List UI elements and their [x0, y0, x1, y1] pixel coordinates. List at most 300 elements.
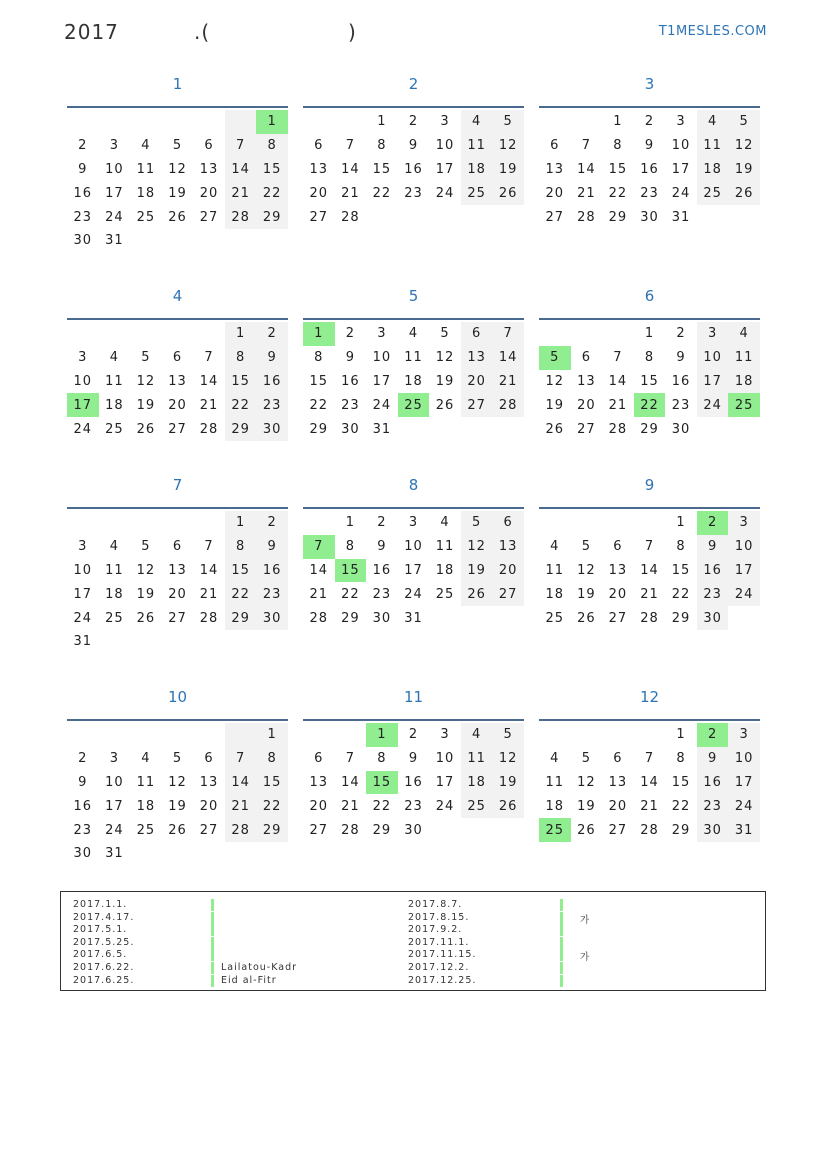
month-block	[303, 685, 524, 842]
weekend-day-cell: 17	[697, 370, 729, 394]
weekend-day-cell: 27	[492, 582, 524, 606]
day-cell: 27	[199, 822, 219, 838]
day-cell: 31	[105, 233, 124, 249]
empty-day-cell	[193, 110, 225, 134]
day-cell: 28	[640, 610, 659, 626]
month-name: 10	[167, 688, 188, 706]
weekend-day-cell: 28	[492, 393, 524, 417]
day-cell: 25	[105, 610, 124, 626]
weekend-day-cell: 5	[492, 110, 524, 134]
weekend-day-cell: 18	[728, 370, 760, 394]
day-cell: 13	[309, 774, 329, 790]
month-day-grid	[539, 110, 760, 229]
month-divider	[303, 507, 524, 509]
day-cell: 8	[613, 138, 623, 154]
weekend-day-cell: 2	[256, 322, 288, 346]
month-day-grid	[303, 110, 524, 229]
month-divider	[67, 719, 288, 721]
day-cell: 29	[309, 421, 329, 437]
empty-day-cell	[634, 723, 666, 747]
empty-day-cell	[303, 723, 335, 747]
day-cell: 17	[435, 161, 455, 177]
weekend-day-cell: 25	[461, 794, 493, 818]
day-cell: 20	[608, 586, 628, 602]
weekend-day-cell: 5	[492, 723, 524, 747]
empty-day-cell	[571, 511, 603, 535]
weekend-day-cell: 16	[697, 771, 729, 795]
weekend-day-cell: 23	[697, 794, 729, 818]
day-cell: 2	[345, 326, 355, 342]
day-cell: 29	[341, 610, 360, 626]
day-cell: 6	[613, 751, 623, 767]
weekend-day-cell: 14	[225, 158, 257, 182]
holiday-marker	[211, 912, 214, 924]
weekend-day-cell: 8	[225, 346, 257, 370]
weekend-day-cell: 10	[728, 747, 760, 771]
day-cell: 21	[199, 397, 219, 413]
day-cell: 3	[408, 515, 419, 531]
day-cell: 25	[136, 822, 156, 838]
day-cell: 14	[577, 161, 596, 177]
weekend-day-cell: 11	[728, 346, 760, 370]
day-cell: 15	[671, 562, 691, 578]
empty-day-cell	[335, 723, 367, 747]
day-cell: 22	[608, 185, 628, 201]
day-cell: 11	[545, 774, 565, 790]
day-cell: 8	[377, 751, 387, 767]
day-cell: 29	[608, 209, 628, 225]
day-cell: 18	[435, 562, 455, 578]
day-cell: 9	[644, 138, 655, 154]
day-cell: 21	[199, 586, 219, 602]
day-cell: 14	[199, 373, 219, 389]
day-cell: 28	[577, 209, 596, 225]
weekend-day-cell: 18	[461, 771, 493, 795]
empty-day-cell	[99, 110, 131, 134]
empty-day-cell	[539, 723, 571, 747]
legend-date: 2017.8.15.	[408, 911, 470, 923]
month-name: 7	[172, 476, 183, 494]
weekend-day-cell: 13	[492, 535, 524, 559]
weekend-day-cell: 15	[256, 771, 288, 795]
day-cell: 6	[204, 138, 214, 154]
day-cell: 22	[671, 798, 691, 814]
empty-day-cell	[67, 322, 99, 346]
day-cell: 4	[109, 350, 119, 366]
day-cell: 26	[435, 397, 455, 413]
weekend-day-cell: 6	[461, 322, 493, 346]
weekend-day-cell: 16	[256, 559, 288, 583]
weekend-day-cell: 24	[697, 393, 729, 417]
weekend-day-cell: 5	[461, 511, 493, 535]
weekend-day-cell: 26	[492, 794, 524, 818]
day-cell: 9	[345, 350, 355, 366]
empty-day-cell	[571, 322, 603, 346]
month-name: 1	[172, 75, 183, 93]
day-cell: 27	[199, 209, 219, 225]
month-day-grid	[67, 511, 288, 654]
day-cell: 5	[172, 751, 183, 767]
day-cell: 18	[136, 798, 156, 814]
day-cell: 25	[105, 421, 124, 437]
day-cell: 12	[136, 562, 156, 578]
day-cell: 17	[372, 373, 392, 389]
day-cell: 27	[608, 610, 628, 626]
weekend-day-cell: 22	[256, 181, 288, 205]
day-cell: 4	[550, 539, 560, 555]
weekend-day-cell: 29	[256, 818, 288, 842]
weekend-day-cell: 4	[461, 723, 493, 747]
day-cell: 6	[204, 751, 214, 767]
day-cell: 27	[545, 209, 565, 225]
day-cell: 19	[577, 586, 596, 602]
holiday-marker	[211, 937, 214, 949]
day-cell: 15	[309, 373, 329, 389]
day-cell: 16	[341, 373, 360, 389]
day-cell: 8	[676, 751, 686, 767]
day-cell: 12	[577, 562, 596, 578]
weekend-day-cell: 17	[728, 771, 760, 795]
day-cell: 14	[341, 161, 360, 177]
legend-holiday-name: Eid al-Fitr	[221, 974, 277, 986]
day-cell: 20	[168, 586, 187, 602]
day-cell: 13	[577, 373, 596, 389]
day-cell: 6	[613, 539, 623, 555]
day-cell: 23	[73, 209, 93, 225]
day-cell: 5	[440, 326, 450, 342]
weekend-day-cell: 22	[225, 582, 257, 606]
day-cell: 7	[581, 138, 591, 154]
holiday-marker	[211, 962, 214, 974]
weekend-day-cell: 8	[256, 134, 288, 158]
legend-date: 2017.9.2.	[408, 924, 463, 936]
day-cell: 15	[671, 774, 691, 790]
empty-day-cell	[571, 723, 603, 747]
weekend-day-cell: 9	[256, 535, 288, 559]
empty-day-cell	[99, 723, 131, 747]
month-day-grid	[539, 322, 760, 441]
month-block	[539, 473, 760, 630]
month-block	[539, 72, 760, 229]
day-cell: 10	[73, 562, 93, 578]
day-cell: 13	[608, 562, 628, 578]
day-cell: 28	[341, 209, 360, 225]
weekend-day-cell: 9	[697, 747, 729, 771]
day-cell: 30	[671, 421, 691, 437]
legend-date: 2017.1.1.	[73, 899, 128, 910]
month-name: 5	[408, 287, 419, 305]
weekend-day-cell: 6	[492, 511, 524, 535]
weekend-day-cell: 7	[225, 134, 257, 158]
month-divider	[303, 318, 524, 320]
weekend-day-cell: 29	[225, 417, 257, 441]
weekend-day-cell: 13	[461, 346, 493, 370]
holiday-marker	[560, 899, 563, 911]
holiday-day-cell: 15	[366, 771, 398, 795]
month-block	[303, 72, 524, 229]
day-cell: 7	[204, 539, 214, 555]
empty-day-cell	[130, 110, 162, 134]
day-cell: 31	[105, 846, 124, 862]
day-cell: 5	[581, 539, 591, 555]
day-cell: 8	[644, 350, 655, 366]
holiday-marker	[211, 949, 214, 961]
day-cell: 13	[309, 161, 329, 177]
day-cell: 27	[608, 822, 628, 838]
day-cell: 11	[136, 161, 156, 177]
month-name: 8	[408, 476, 419, 494]
empty-day-cell	[99, 322, 131, 346]
day-cell: 3	[109, 138, 119, 154]
day-cell: 28	[309, 610, 329, 626]
day-cell: 21	[309, 586, 329, 602]
holiday-marker	[560, 912, 563, 924]
weekend-day-cell: 18	[697, 158, 729, 182]
day-cell: 30	[372, 610, 392, 626]
day-cell: 16	[73, 798, 93, 814]
day-cell: 18	[545, 798, 565, 814]
empty-day-cell	[130, 723, 162, 747]
day-cell: 2	[78, 138, 88, 154]
holiday-day-cell: 25	[539, 818, 571, 842]
year-label: 2017	[64, 20, 119, 44]
empty-day-cell	[602, 723, 634, 747]
day-cell: 13	[199, 161, 219, 177]
brand-link[interactable]: T1MESLES.COM	[658, 24, 767, 39]
day-cell: 21	[640, 798, 659, 814]
empty-day-cell	[99, 511, 131, 535]
day-cell: 1	[644, 326, 655, 342]
day-cell: 30	[404, 822, 423, 838]
weekend-day-cell: 24	[728, 582, 760, 606]
holiday-day-cell: 7	[303, 535, 335, 559]
day-cell: 4	[141, 138, 151, 154]
day-cell: 20	[199, 185, 219, 201]
day-cell: 21	[341, 798, 360, 814]
weekend-day-cell: 15	[256, 158, 288, 182]
weekend-day-cell: 28	[225, 205, 257, 229]
day-cell: 5	[141, 350, 151, 366]
day-cell: 1	[676, 727, 686, 743]
day-cell: 9	[377, 539, 387, 555]
empty-day-cell	[162, 110, 194, 134]
weekend-day-cell: 10	[697, 346, 729, 370]
weekend-day-cell: 23	[256, 582, 288, 606]
day-cell: 7	[345, 751, 355, 767]
day-cell: 12	[577, 774, 596, 790]
day-cell: 6	[581, 350, 591, 366]
legend-date: 2017.12.2.	[408, 961, 470, 973]
day-cell: 27	[577, 421, 596, 437]
day-cell: 26	[168, 822, 187, 838]
day-cell: 26	[136, 421, 156, 437]
day-cell: 8	[377, 138, 387, 154]
holiday-day-cell: 25	[398, 393, 430, 417]
day-cell: 16	[404, 161, 423, 177]
day-cell: 16	[372, 562, 392, 578]
day-cell: 5	[141, 539, 151, 555]
weekend-day-cell: 30	[256, 606, 288, 630]
day-cell: 16	[73, 185, 93, 201]
weekend-day-cell: 28	[225, 818, 257, 842]
month-name: 9	[644, 476, 655, 494]
holiday-legend	[60, 891, 766, 991]
day-cell: 2	[408, 114, 419, 130]
weekend-day-cell: 21	[492, 370, 524, 394]
day-cell: 6	[172, 539, 183, 555]
day-cell: 1	[613, 114, 623, 130]
empty-day-cell	[162, 723, 194, 747]
day-cell: 14	[608, 373, 628, 389]
weekend-day-cell: 26	[492, 181, 524, 205]
weekend-day-cell: 24	[728, 794, 760, 818]
weekend-day-cell: 21	[225, 181, 257, 205]
month-divider	[303, 106, 524, 108]
weekend-day-cell: 15	[225, 370, 257, 394]
weekend-day-cell: 1	[225, 322, 257, 346]
empty-day-cell	[602, 322, 634, 346]
empty-day-cell	[162, 511, 194, 535]
month-divider	[539, 106, 760, 108]
day-cell: 9	[78, 161, 88, 177]
legend-holiday-name: 가	[580, 952, 591, 964]
month-divider	[303, 719, 524, 721]
weekend-day-cell: 16	[256, 370, 288, 394]
day-cell: 23	[640, 185, 659, 201]
weekend-day-cell: 30	[697, 818, 729, 842]
weekend-day-cell: 9	[256, 346, 288, 370]
legend-date: 2017.6.25.	[73, 974, 135, 986]
day-cell: 6	[314, 751, 324, 767]
day-cell: 15	[608, 161, 628, 177]
day-cell: 12	[435, 350, 455, 366]
day-cell: 1	[377, 114, 387, 130]
weekend-day-cell: 30	[256, 417, 288, 441]
empty-day-cell	[303, 110, 335, 134]
day-cell: 9	[408, 138, 419, 154]
weekend-day-cell: 22	[256, 794, 288, 818]
day-cell: 4	[550, 751, 560, 767]
legend-holiday-name: Lailatou-Kadr	[221, 961, 298, 973]
day-cell: 18	[404, 373, 423, 389]
day-cell: 20	[577, 397, 596, 413]
day-cell: 24	[404, 586, 423, 602]
weekend-day-cell: 20	[461, 370, 493, 394]
day-cell: 15	[640, 373, 659, 389]
day-cell: 10	[435, 138, 455, 154]
day-cell: 20	[309, 185, 329, 201]
weekend-day-cell: 11	[461, 134, 493, 158]
day-cell: 24	[435, 798, 455, 814]
day-cell: 23	[671, 397, 691, 413]
day-cell: 24	[671, 185, 691, 201]
day-cell: 28	[199, 421, 219, 437]
day-cell: 2	[644, 114, 655, 130]
weekend-day-cell: 12	[728, 134, 760, 158]
day-cell: 7	[644, 751, 655, 767]
weekend-day-cell: 2	[256, 511, 288, 535]
day-cell: 31	[404, 610, 423, 626]
day-cell: 9	[408, 751, 419, 767]
day-cell: 15	[372, 161, 392, 177]
month-divider	[67, 106, 288, 108]
day-cell: 28	[341, 822, 360, 838]
day-cell: 31	[73, 634, 93, 650]
weekend-day-cell: 30	[697, 606, 729, 630]
day-cell: 21	[640, 586, 659, 602]
title-open-paren: .(	[194, 20, 211, 44]
day-cell: 22	[671, 586, 691, 602]
day-cell: 13	[168, 373, 187, 389]
day-cell: 23	[404, 185, 423, 201]
holiday-day-cell: 15	[335, 559, 367, 583]
legend-holiday-name: 가	[580, 914, 591, 926]
day-cell: 16	[671, 373, 691, 389]
month-divider	[67, 318, 288, 320]
holiday-day-cell: 1	[366, 723, 398, 747]
day-cell: 1	[345, 515, 355, 531]
empty-day-cell	[193, 723, 225, 747]
month-block	[67, 284, 288, 441]
holiday-marker	[560, 962, 563, 974]
day-cell: 26	[577, 822, 596, 838]
day-cell: 23	[404, 798, 423, 814]
day-cell: 3	[377, 326, 387, 342]
weekend-day-cell: 23	[697, 582, 729, 606]
weekend-day-cell: 4	[461, 110, 493, 134]
empty-day-cell	[539, 110, 571, 134]
day-cell: 31	[671, 209, 691, 225]
day-cell: 21	[608, 397, 628, 413]
weekend-day-cell: 25	[697, 181, 729, 205]
month-name: 11	[403, 688, 424, 706]
day-cell: 13	[608, 774, 628, 790]
legend-date: 2017.11.15.	[408, 949, 477, 961]
day-cell: 31	[372, 421, 392, 437]
holiday-day-cell: 2	[697, 511, 729, 535]
weekend-day-cell: 27	[461, 393, 493, 417]
day-cell: 3	[676, 114, 686, 130]
day-cell: 10	[105, 161, 124, 177]
day-cell: 28	[608, 421, 628, 437]
day-cell: 3	[440, 114, 450, 130]
day-cell: 19	[136, 397, 156, 413]
weekend-day-cell: 5	[728, 110, 760, 134]
day-cell: 24	[435, 185, 455, 201]
weekend-day-cell: 11	[697, 134, 729, 158]
day-cell: 19	[136, 586, 156, 602]
month-block	[303, 473, 524, 630]
month-day-grid	[539, 511, 760, 630]
month-block	[67, 72, 288, 253]
day-cell: 30	[640, 209, 659, 225]
day-cell: 26	[577, 610, 596, 626]
weekend-day-cell: 17	[728, 559, 760, 583]
weekend-day-cell: 8	[256, 747, 288, 771]
weekend-day-cell: 10	[728, 535, 760, 559]
day-cell: 18	[136, 185, 156, 201]
holiday-marker	[560, 924, 563, 936]
day-cell: 30	[341, 421, 360, 437]
month-divider	[539, 318, 760, 320]
day-cell: 27	[309, 209, 329, 225]
empty-day-cell	[225, 723, 257, 747]
day-cell: 8	[345, 539, 355, 555]
weekend-day-cell: 26	[461, 582, 493, 606]
holiday-marker	[560, 949, 563, 961]
day-cell: 2	[78, 751, 88, 767]
day-cell: 8	[314, 350, 324, 366]
